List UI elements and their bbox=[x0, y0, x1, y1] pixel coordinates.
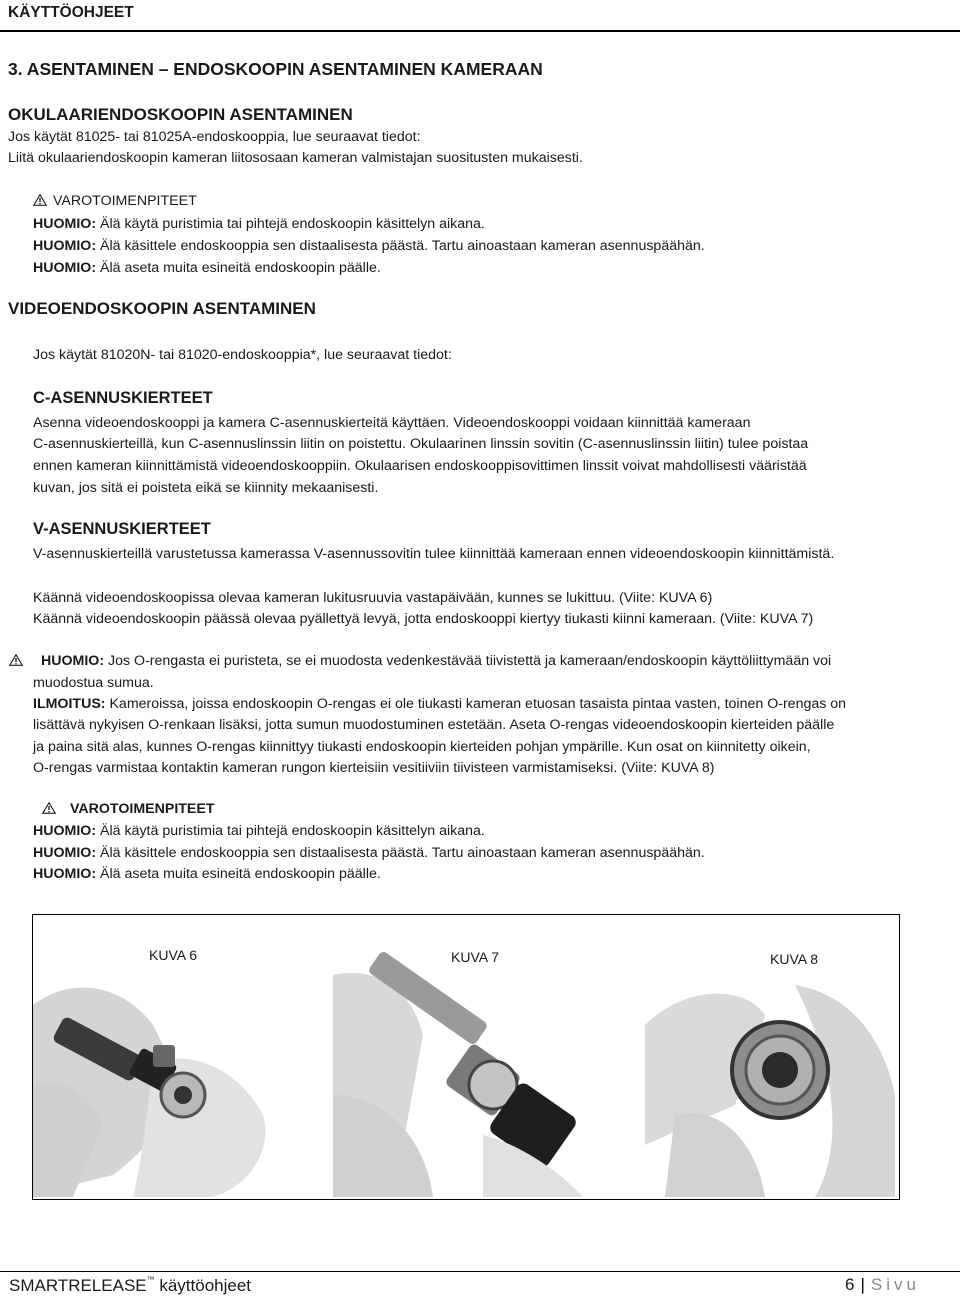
c-mount-line-3: ennen kameran kiinnittämistä videoendoskooppiin. Okulaarisen endoskooppisovittimen linssit voivat mahdollisesti vääristää bbox=[33, 458, 807, 474]
page-separator: | bbox=[860, 1275, 865, 1294]
figure-caption-6: KUVA 6 bbox=[149, 947, 197, 963]
notice-line-3: ja paina sitä alas, kunnes O-rengas kiinnittyy tiukasti endoskoopin kierteiden pohjan ympärille. Kun osat on kiinnitetty oikein, bbox=[33, 739, 811, 755]
note-label: HUOMIO: bbox=[33, 216, 97, 232]
warning-icon bbox=[42, 802, 56, 814]
ocular-heading: OKULAARIENDOSKOOPIN ASENTAMINEN bbox=[8, 105, 353, 124]
figures-box bbox=[32, 914, 900, 1200]
footer-suffix: käyttöohjeet bbox=[154, 1276, 252, 1295]
header-rule bbox=[0, 30, 960, 32]
note-text: Jos O-rengasta ei puristeta, se ei muodosta vedenkestävää tiivistettä ja kameraan/endoskoopin käyttöliittymään voi bbox=[108, 653, 832, 669]
ocular-note-1 bbox=[33, 214, 485, 235]
ocular-note-2 bbox=[33, 236, 705, 257]
footer-page bbox=[845, 1275, 920, 1295]
figure-6-photo bbox=[33, 945, 289, 1197]
video-warning-title: VAROTOIMENPITEET bbox=[70, 801, 215, 817]
page-word: Sivu bbox=[870, 1275, 920, 1294]
c-mount-line-2: C-asennuskierteillä, kun C-asennuslinssin liitin on poistettu. Okulaarinen linssin sovitin (C-asennuslinssin liitin) tulee poistaa bbox=[33, 436, 809, 452]
video-heading: VIDEOENDOSKOOPIN ASENTAMINEN bbox=[8, 299, 316, 318]
notice-line-4: O-rengas varmistaa kontaktin kameran rungon kierteisiin vesitiiviin tiivisteen varmistamiseksi. (Viite: KUVA 8) bbox=[33, 760, 715, 776]
note-text: Älä käytä puristimia tai pihtejä endoskoopin käsittelyn aikana. bbox=[100, 216, 485, 232]
o-ring-note bbox=[41, 651, 831, 672]
ocular-line-2: Liitä okulaariendoskoopin kameran liitososaan kameran valmistajan suositusten mukaisesti. bbox=[8, 150, 583, 166]
footer-rule bbox=[0, 1271, 960, 1272]
o-ring-note-cont: muodostua sumua. bbox=[33, 675, 154, 691]
page-number: 6 bbox=[845, 1275, 855, 1294]
document-header-title: KÄYTTÖOHJEET bbox=[8, 4, 134, 21]
notice-line-1 bbox=[33, 694, 846, 715]
note-text: Älä aseta muita esineitä endoskoopin päälle. bbox=[100, 260, 381, 276]
figure-8-photo bbox=[645, 945, 895, 1197]
v-mount-line: V-asennuskierteillä varustetussa kamerassa V-asennussovitin tulee kiinnittää kameraan ennen videoendoskoopin kiinnittämistä. bbox=[33, 546, 835, 562]
note-label: HUOMIO: bbox=[33, 866, 97, 882]
note-text: Älä aseta muita esineitä endoskoopin päälle. bbox=[100, 866, 381, 882]
c-mount-heading: C-ASENNUSKIERTEET bbox=[33, 389, 213, 407]
c-mount-line-1: Asenna videoendoskooppi ja kamera C-asennuskierteitä käyttäen. Videoendoskooppi voidaan kiinnittää kameraan bbox=[33, 415, 751, 431]
ocular-note-3 bbox=[33, 258, 381, 279]
note-text: Älä käytä puristimia tai pihtejä endoskoopin käsittelyn aikana. bbox=[100, 823, 485, 839]
note-label: HUOMIO: bbox=[33, 823, 97, 839]
video-note-2 bbox=[33, 843, 705, 864]
note-label: HUOMIO: bbox=[41, 653, 105, 669]
turn-instruction-1: Käännä videoendoskoopissa olevaa kameran lukitusruuvia vastapäivään, kunnes se lukittuu. (Viite: KUVA 6) bbox=[33, 590, 713, 606]
warning-icon bbox=[9, 653, 23, 671]
footer-brand: SMARTRELEASE bbox=[9, 1276, 147, 1295]
video-warning-title-row bbox=[42, 799, 215, 820]
figure-7-photo bbox=[333, 945, 583, 1197]
note-label: HUOMIO: bbox=[33, 845, 97, 861]
video-note-3 bbox=[33, 864, 381, 885]
warning-icon bbox=[33, 194, 47, 206]
v-mount-heading: V-ASENNUSKIERTEET bbox=[33, 520, 211, 538]
section-title: 3. ASENTAMINEN – ENDOSKOOPIN ASENTAMINEN KAMERAAN bbox=[8, 59, 543, 79]
c-mount-line-4: kuvan, jos sitä ei poisteta eikä se kiinnity mekaanisesti. bbox=[33, 480, 379, 496]
footer-title bbox=[9, 1275, 251, 1296]
notice-line-2: lisättävä nykyisen O-renkaan lisäksi, jotta sumun muodostuminen estetään. Aseta O-rengas videoendoskoopin kierteiden päälle bbox=[33, 717, 835, 733]
video-intro: Jos käytät 81020N- tai 81020-endoskooppia*, lue seuraavat tiedot: bbox=[33, 347, 452, 363]
note-text: Älä käsittele endoskooppia sen distaalisesta päästä. Tartu ainoastaan kameran asennuspäähän. bbox=[100, 845, 705, 861]
video-note-1 bbox=[33, 821, 485, 842]
ocular-warning-title-row bbox=[33, 191, 197, 212]
note-label: HUOMIO: bbox=[33, 260, 97, 276]
note-label: HUOMIO: bbox=[33, 238, 97, 254]
turn-instruction-2: Käännä videoendoskoopin päässä olevaa pyällettyä levyä, jotta endoskooppi kiertyy tiukasti kiinni kameraan. (Viite: KUVA 7) bbox=[33, 611, 814, 627]
trademark: ™ bbox=[146, 1275, 155, 1284]
figure-caption-7: KUVA 7 bbox=[451, 949, 499, 965]
ocular-line-1: Jos käytät 81025- tai 81025A-endoskooppia, lue seuraavat tiedot: bbox=[8, 129, 421, 145]
note-text: Älä käsittele endoskooppia sen distaalisesta päästä. Tartu ainoastaan kameran asennuspäähän. bbox=[100, 238, 705, 254]
figure-caption-8: KUVA 8 bbox=[770, 951, 818, 967]
ocular-warning-title: VAROTOIMENPITEET bbox=[53, 193, 197, 209]
notice-text: Kameroissa, joissa endoskoopin O-rengas ei ole tiukasti kameran etuosan tasaista pintaa vasten, toinen O-rengas on bbox=[109, 696, 847, 712]
notice-label: ILMOITUS: bbox=[33, 696, 106, 712]
